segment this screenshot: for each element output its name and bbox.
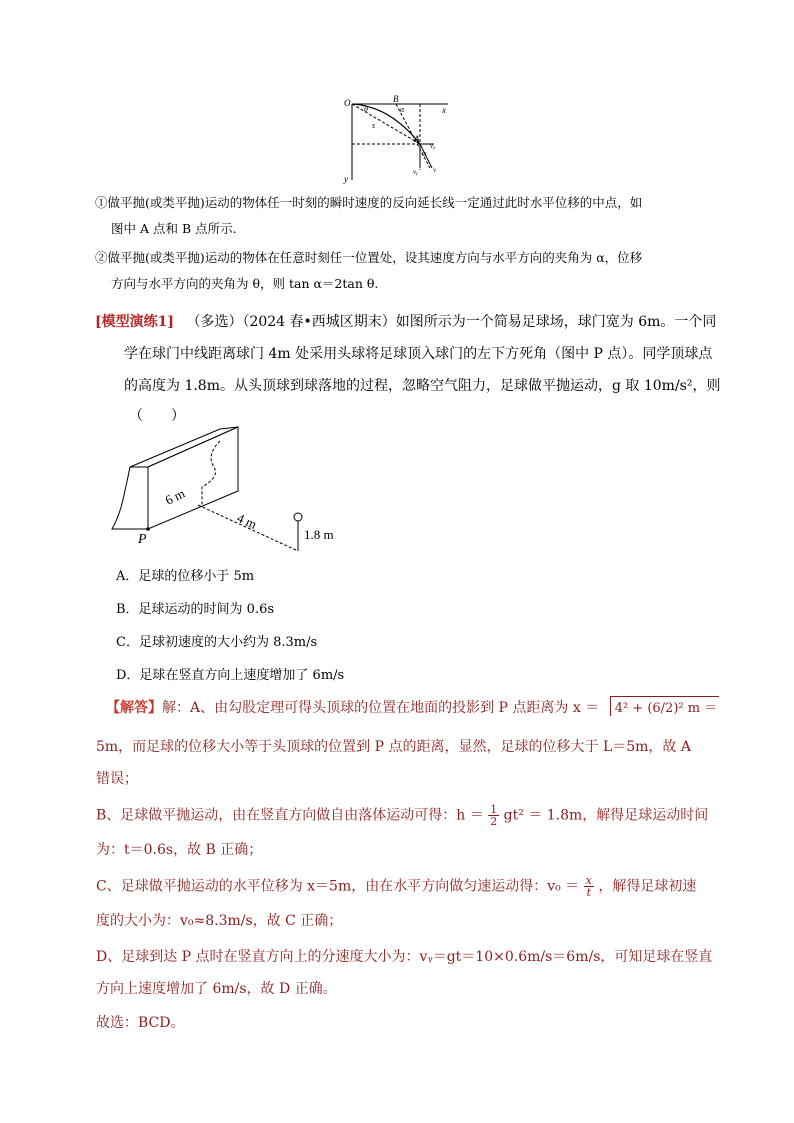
label-y: y: [344, 174, 348, 184]
distance-label: 4 m: [234, 510, 260, 532]
label-o: O: [344, 98, 351, 108]
answer-b-line-2: 为：t＝0.6s，故 B 正确；: [96, 842, 263, 858]
answer-d-line-2: 方向上速度增加了 6m/s，故 D 正确。: [96, 981, 337, 997]
height-label: 1.8 m: [304, 527, 334, 542]
note-2-line-1: ②做平抛(或类平抛)运动的物体在任意时刻任一位置处，设其速度方向与水平方向的夹角为 α，位移: [95, 250, 643, 265]
label-a: A: [414, 134, 420, 144]
question-line-4: （ ）: [129, 408, 185, 424]
fraction-x-over-t: $\frac{x}{t}$: [585, 874, 592, 899]
option-c[interactable]: C．足球初速度的大小约为 8.3m/s: [116, 635, 318, 650]
label-x: x: [442, 105, 446, 115]
question-line-2: 学在球门中线距离球门 4m 处采用头球将足球顶入球门的左下方死角（图中 P 点）。同学顶球点: [124, 346, 713, 362]
answer-a-line-1: 解：A、由勾股定理可得头顶球的位置在地面的投影到 P 点距离为 x ＝: [162, 700, 600, 716]
answer-block: [96, 696, 718, 1032]
option-d[interactable]: D．足球在竖直方向上速度增加了 6m/s: [116, 668, 345, 683]
answer-a-line-3: 错误；: [96, 771, 138, 787]
label-v: v: [433, 166, 437, 174]
answer-d-line-1: D、足球到达 P 点时在竖直方向上的分速度大小为：vᵧ＝gt＝10×0.6m/s＝6m/s，可知足球在竖直: [96, 949, 713, 965]
label-vy: vᵧ: [413, 168, 418, 176]
label-s: s: [372, 121, 376, 130]
question-tag: [模型演练1]: [95, 314, 174, 330]
option-a[interactable]: A．足球的位移小于 5m: [116, 569, 255, 584]
label-alpha-a: α: [422, 149, 427, 158]
label-theta: θ: [364, 105, 368, 114]
answer-c-line-1-pre: C、足球做平抛运动的水平位移为 x＝5m，由在水平方向做匀速运动得：v₀ ＝: [96, 878, 580, 895]
answer-a-line-2: 5m，而足球的位移大小等于头顶球的位置到 P 点的距离，显然，足球的位移大于 L＝5m，故 A: [96, 739, 691, 755]
option-b[interactable]: B．足球运动的时间为 0.6s: [116, 602, 275, 617]
projectile-diagram: [330, 92, 460, 184]
soccer-field-diagram: [110, 425, 350, 555]
note-2: [95, 248, 642, 292]
answer-c-line-1-post: ，解得足球初速: [598, 878, 697, 895]
question-line-3: 的高度为 1.8m。从头顶球到球落地的过程，忽略空气阻力，足球做平抛运动，g 取 10m/s²，则: [124, 378, 721, 394]
label-v0: v₀: [430, 142, 436, 150]
question-line-1: （多选）（2024 春•西城区期末）如图所示为一个简易足球场，球门宽为 6m。一个同: [186, 314, 717, 330]
note-2-line-2: 方向与水平方向的夹角为 θ，则 tan α＝2tan θ.: [111, 276, 379, 291]
label-b: B: [393, 94, 399, 104]
options-list: [116, 565, 344, 683]
point-p-label: P: [138, 532, 147, 547]
note-1-line-2: 图中 A 点和 B 点所示.: [111, 221, 237, 236]
label-alpha-top: α: [400, 105, 405, 114]
answer-b-line-1-post: gt² ＝ 1.8m，解得足球运动时间: [503, 807, 709, 824]
answer-c-line-2: 度的大小为：v₀≈8.3m/s，故 C 正确；: [96, 913, 343, 929]
answer-tag: 【解答】: [106, 700, 162, 716]
sqrt-formula: [610, 696, 720, 716]
sqrt-formula-text: 4² + (6/2)² m ＝: [614, 701, 718, 716]
answer-b-line-1-pre: B、足球做平抛运动，由在竖直方向做自由落体运动可得：h ＝: [96, 807, 484, 824]
goal-width-label: 6 m: [162, 485, 188, 508]
question-block: [95, 311, 721, 425]
fraction-one-half: $\frac{1}{2}$: [490, 803, 498, 828]
note-1-line-1: ①做平抛(或类平抛)运动的物体任一时刻的瞬时速度的反向延长线一定通过此时水平位移的中点，如: [95, 195, 643, 210]
note-1: [95, 193, 642, 237]
answer-final: 故选：BCD。: [96, 1015, 185, 1031]
